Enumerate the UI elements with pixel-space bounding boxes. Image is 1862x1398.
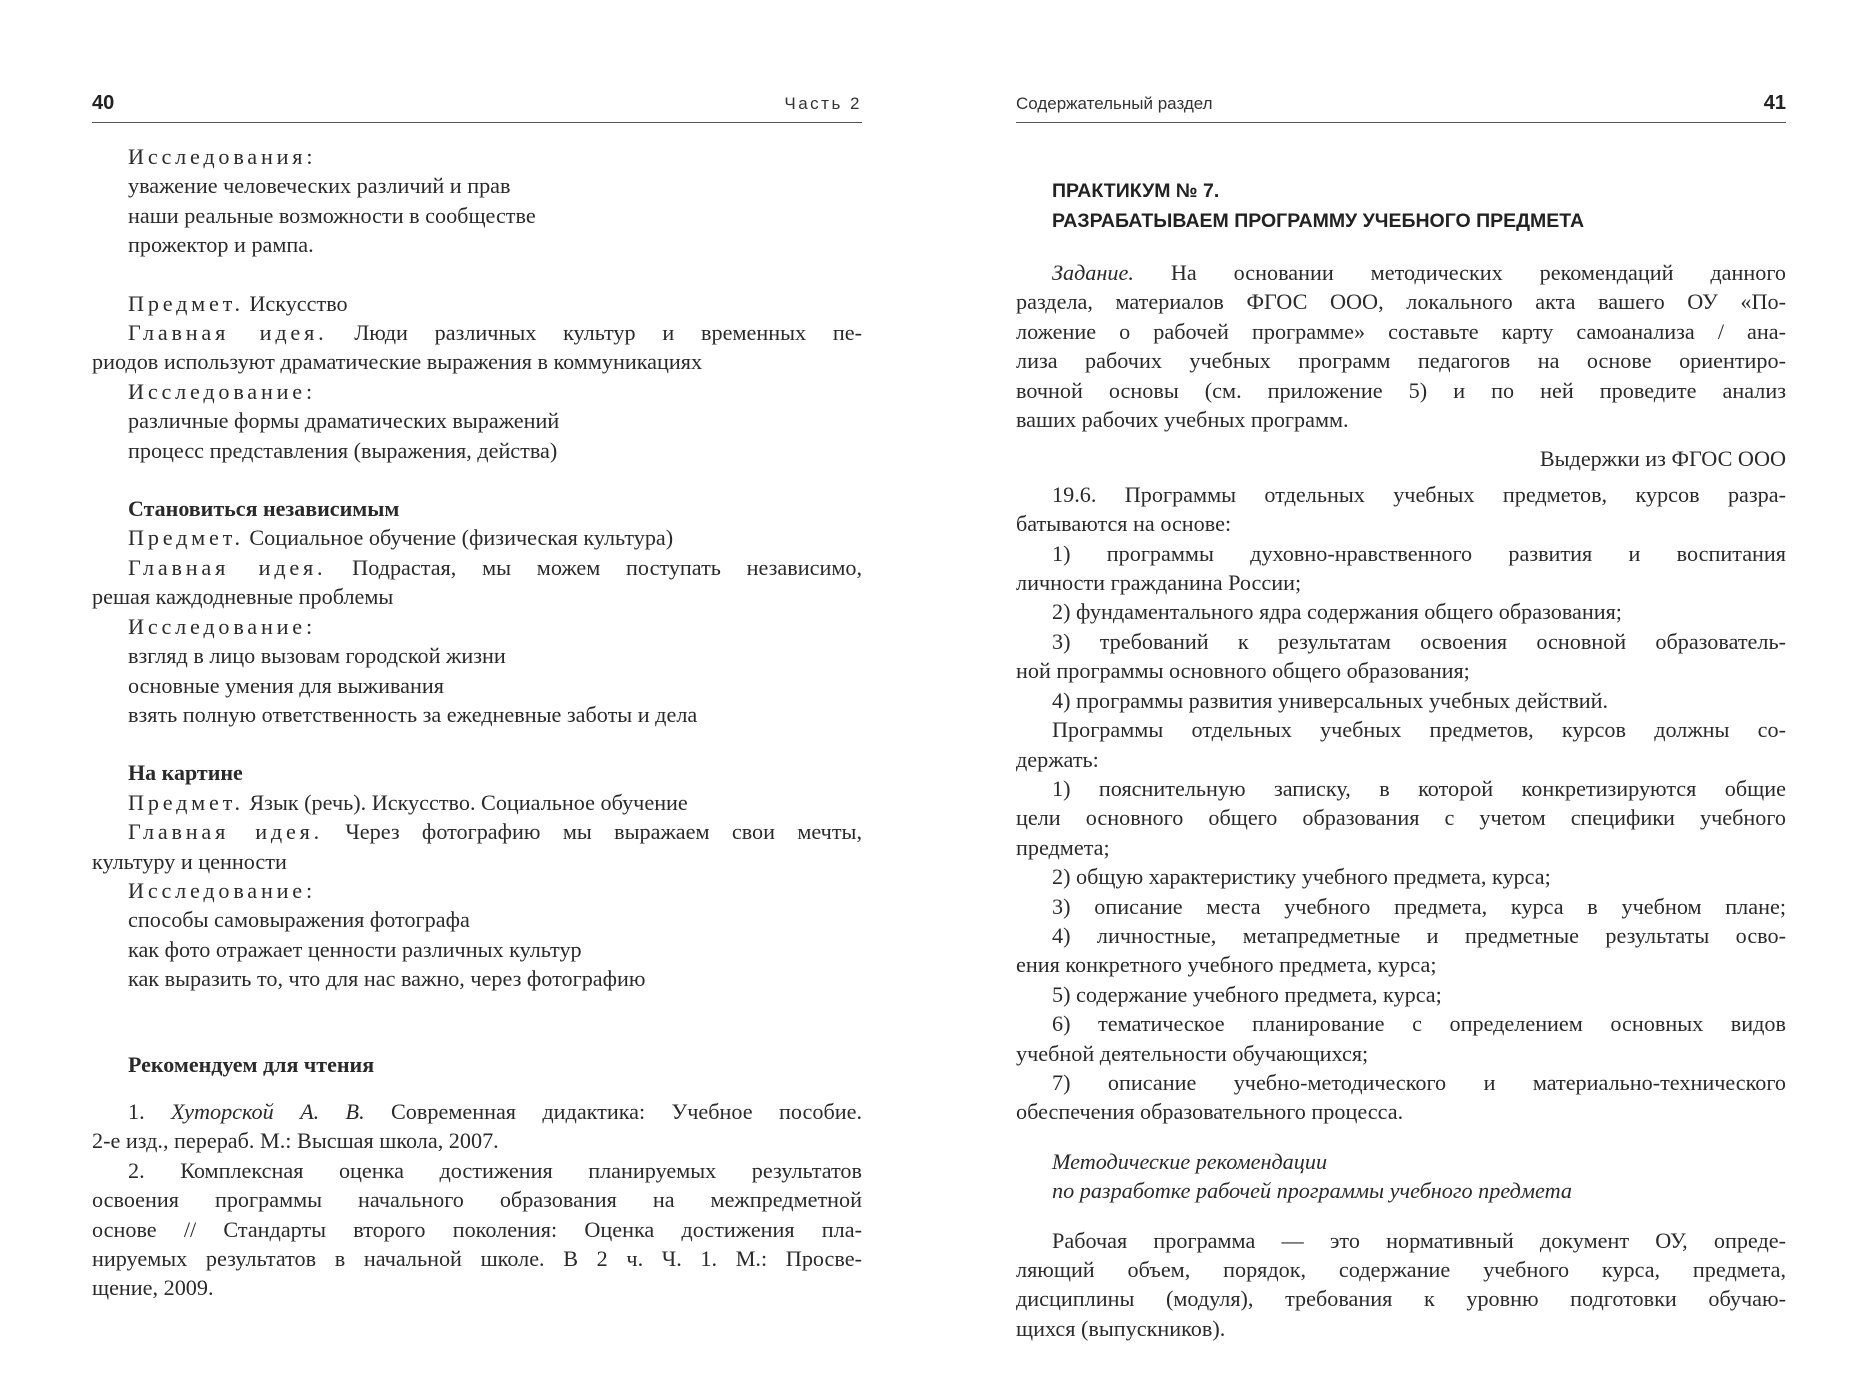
fgos-line: предмета; bbox=[1016, 834, 1110, 860]
main-idea-label: Главная идея. bbox=[128, 554, 327, 580]
reference-2-line: щение, 2009. bbox=[92, 1275, 214, 1301]
task-line bbox=[1016, 258, 1786, 287]
research-item: различные формы драматических выражений bbox=[128, 408, 560, 434]
definition-line: щихся (выпускников). bbox=[1016, 1315, 1226, 1341]
practicum-subtitle: РАЗРАБАТЫВАЕМ ПРОГРАММУ УЧЕБНОГО ПРЕДМЕТА bbox=[1052, 210, 1585, 232]
subject-line bbox=[92, 788, 862, 817]
subject-label: Предмет. bbox=[128, 789, 244, 815]
fgos-line: цели основного общего образования с учетом специфики учебного bbox=[1016, 805, 1786, 831]
task-text: На основании методических рекомендаций данного bbox=[1133, 260, 1786, 285]
practicum-number: ПРАКТИКУМ № 7. bbox=[1052, 180, 1220, 202]
research-label: Исследование: bbox=[128, 613, 316, 639]
fgos-line: 1) пояснительную записку, в которой конкретизируются общие bbox=[1052, 775, 1786, 801]
fgos-line: 4) программы развития универсальных учебных действий. bbox=[1052, 687, 1609, 713]
research-item: как фото отражает ценности различных культур bbox=[128, 936, 582, 962]
main-idea-text: Подрастая, мы можем поступать независимо, bbox=[326, 554, 862, 580]
subject-value: Язык (речь). Искусство. Социальное обучение bbox=[243, 789, 688, 815]
main-idea-continuation: риодов используют драматические выражения в коммуникациях bbox=[92, 349, 703, 375]
fgos-line: батываются на основе: bbox=[1016, 511, 1232, 537]
running-head-right bbox=[1016, 88, 1786, 123]
section-heading: На картине bbox=[128, 760, 243, 786]
subject-line bbox=[92, 289, 862, 318]
fgos-line: 4) личностные, метапредметные и предметные результаты осво- bbox=[1052, 922, 1786, 948]
task-line: ложение о рабочей программе» составьте карту самоанализа / ана- bbox=[1016, 318, 1786, 344]
fgos-line: 2) фундаментального ядра содержания общего образования; bbox=[1052, 599, 1622, 625]
research-item: способы самовыражения фотографа bbox=[128, 907, 470, 933]
task-line: раздела, материалов ФГОС ООО, локального акта вашего ОУ «По- bbox=[1016, 289, 1786, 315]
method-subheading: по разработке рабочей программы учебного предмета bbox=[1052, 1178, 1572, 1204]
reference-author: Хуторской А. В. bbox=[171, 1098, 365, 1124]
main-idea-line bbox=[92, 318, 862, 347]
fgos-line: 3) требований к результатам освоения основной образователь- bbox=[1052, 628, 1786, 654]
main-idea-continuation: культуру и ценности bbox=[92, 848, 287, 874]
research-label: Исследование: bbox=[128, 877, 316, 903]
research-item: наши реальные возможности в сообществе bbox=[128, 202, 536, 228]
main-idea-line bbox=[92, 553, 862, 582]
left-content bbox=[92, 142, 862, 1303]
fgos-line: учебной деятельности обучающихся; bbox=[1016, 1040, 1369, 1066]
definition-line: дисциплины (модуля), требования к уровню подготовки обучаю- bbox=[1016, 1286, 1786, 1312]
running-head-title: Часть 2 bbox=[784, 94, 862, 113]
research-label: Исследование: bbox=[128, 378, 316, 404]
reference-1 bbox=[92, 1097, 862, 1126]
main-idea-text: Через фотографию мы выражаем свои мечты, bbox=[323, 819, 862, 845]
fgos-line: держать: bbox=[1016, 746, 1099, 772]
reference-2-line: основе // Стандарты второго поколения: Оценка достижения пла- bbox=[92, 1216, 862, 1242]
fgos-line: 3) описание места учебного предмета, курса в учебном плане; bbox=[1052, 893, 1786, 919]
subject-value: Искусство bbox=[243, 290, 348, 316]
practicum-title bbox=[1016, 176, 1786, 236]
research-item: процесс представления (выражения, действа) bbox=[128, 437, 558, 463]
subject-line bbox=[92, 523, 862, 552]
main-idea-continuation: решая каждодневные проблемы bbox=[92, 584, 394, 610]
fgos-excerpt bbox=[1016, 480, 1786, 1127]
page-number-40: 40 bbox=[92, 92, 115, 114]
fgos-line: обеспечения образовательного процесса. bbox=[1016, 1099, 1404, 1125]
main-idea-line bbox=[92, 817, 862, 846]
definition-line: Рабочая программа — это нормативный документ ОУ, опреде- bbox=[1052, 1227, 1786, 1253]
fgos-line: 7) описание учебно-методического и материально-технического bbox=[1052, 1069, 1786, 1095]
research-item: основные умения для выживания bbox=[128, 672, 444, 698]
fgos-line: ной программы основного общего образования; bbox=[1016, 658, 1470, 684]
research-item: уважение человеческих различий и прав bbox=[128, 173, 511, 199]
research-item: взять полную ответственность за ежедневные заботы и дела bbox=[128, 701, 698, 727]
fgos-line: 5) содержание учебного предмета, курса; bbox=[1052, 981, 1442, 1007]
main-idea-label: Главная идея. bbox=[128, 320, 328, 346]
page-number-41: 41 bbox=[1763, 92, 1786, 114]
running-head-title: Содержательный раздел bbox=[1016, 94, 1213, 113]
left-page bbox=[92, 0, 862, 1398]
running-head-left bbox=[92, 88, 862, 123]
task-line: вочной основы (см. приложение 5) и по ней проведите анализ bbox=[1016, 377, 1786, 403]
fgos-line: 6) тематическое планирование с определением основных видов bbox=[1052, 1011, 1786, 1037]
method-heading: Методические рекомендации bbox=[1052, 1148, 1328, 1174]
subject-value: Социальное обучение (физическая культура) bbox=[243, 525, 674, 551]
task-label: Задание. bbox=[1052, 260, 1134, 285]
reference-title: Современная дидактика: Учебное пособие. bbox=[364, 1098, 863, 1124]
right-content bbox=[1016, 176, 1786, 1343]
section-heading: Становиться независимым bbox=[128, 496, 400, 522]
fgos-line: 2) общую характеристику учебного предмета, курса; bbox=[1052, 864, 1551, 890]
research-item: взгляд в лицо вызовам городской жизни bbox=[128, 643, 506, 669]
definition-line: ляющий объем, порядок, содержание учебного курса, предмета, bbox=[1016, 1257, 1786, 1282]
reference-2-line: 2. Комплексная оценка достижения планируемых результатов bbox=[128, 1157, 862, 1183]
fgos-line: Программы отдельных учебных предметов, курсов должны со- bbox=[1052, 717, 1786, 743]
research-item: прожектор и рампа. bbox=[128, 232, 314, 258]
reference-2-line: освоения программы начального образования на межпредметной bbox=[92, 1187, 862, 1213]
research-label: Исследования: bbox=[128, 144, 317, 169]
reference-number: 1. bbox=[128, 1098, 171, 1124]
reading-heading: Рекомендуем для чтения bbox=[128, 1051, 375, 1077]
main-idea-label: Главная идея. bbox=[128, 819, 323, 845]
excerpt-caption: Выдержки из ФГОС ООО bbox=[1539, 446, 1786, 472]
fgos-line: 19.6. Программы отдельных учебных предметов, курсов разра- bbox=[1052, 481, 1786, 507]
fgos-line: личности гражданина России; bbox=[1016, 570, 1302, 596]
main-idea-text: Люди различных культур и временных пе- bbox=[327, 320, 862, 346]
task-line: лиза рабочих учебных программ педагогов на основе ориентиро- bbox=[1016, 348, 1786, 374]
task-line: ваших рабочих учебных программ. bbox=[1016, 407, 1349, 433]
subject-label: Предмет. bbox=[128, 290, 244, 316]
fgos-line: 1) программы духовно-нравственного развития и воспитания bbox=[1052, 540, 1786, 566]
reference-1-continuation: 2-е изд., перераб. М.: Высшая школа, 2007. bbox=[92, 1128, 499, 1154]
subject-label: Предмет. bbox=[128, 525, 244, 551]
right-page bbox=[1016, 0, 1786, 1398]
research-item: как выразить то, что для нас важно, через фотографию bbox=[128, 966, 646, 992]
reference-2-line: нируемых результатов в начальной школе. В 2 ч. Ч. 1. М.: Просве- bbox=[92, 1246, 862, 1271]
fgos-line: ения конкретного учебного предмета, курса; bbox=[1016, 952, 1437, 978]
